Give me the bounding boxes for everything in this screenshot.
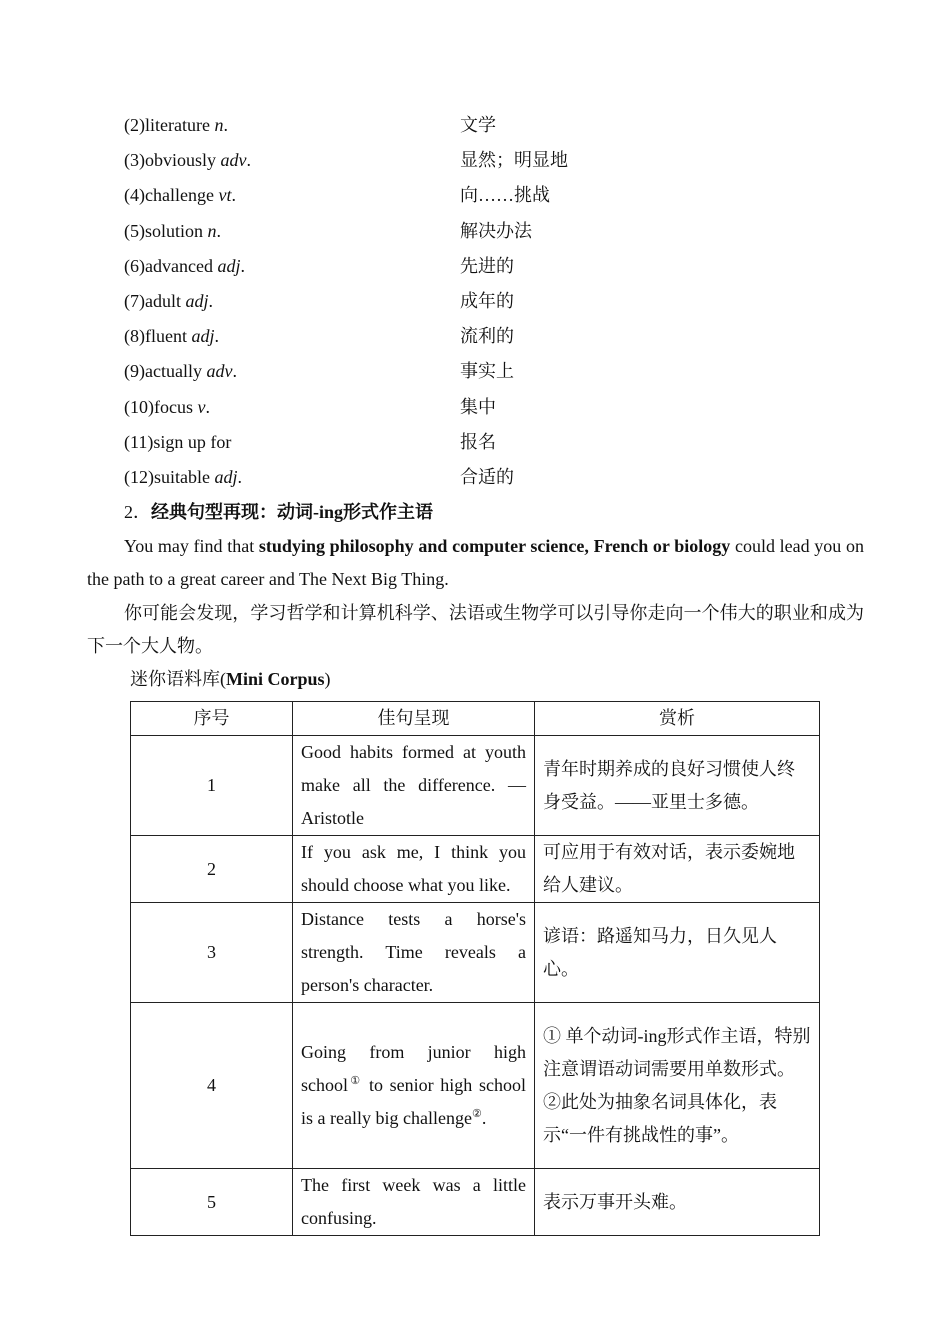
vocab-word: (4)challenge vt. bbox=[124, 185, 236, 206]
corpus-title: 迷你语料库(Mini Corpus) bbox=[130, 669, 331, 689]
row-analysis: ① 单个动词-ing形式作主语，特别注意谓语动词需要用单数形式。②此处为抽象名词具体化，表示“一件有挑战性的事”。 bbox=[535, 1003, 820, 1169]
table-row bbox=[131, 736, 820, 836]
vocab-row bbox=[124, 143, 824, 178]
example-sentence-zh: 你可能会发现，学习哲学和计算机科学、法语或生物学可以引导你走向一个伟大的职业和成为下一个大人物。 bbox=[87, 603, 864, 656]
vocab-word: (12)suitable adj. bbox=[124, 466, 242, 487]
vocab-row bbox=[124, 319, 824, 354]
table-row bbox=[131, 1003, 820, 1169]
vocab-word: (8)fluent adj. bbox=[124, 326, 219, 347]
vocab-word: (9)actually adv. bbox=[124, 361, 237, 382]
vocab-row bbox=[124, 214, 824, 249]
row-analysis: 谚语：路遥知马力，日久见人心。 bbox=[535, 903, 820, 1003]
mini-corpus-table bbox=[130, 701, 820, 1236]
vocab-meaning: 解决办法 bbox=[460, 220, 532, 241]
header-analysis: 赏析 bbox=[535, 702, 820, 736]
vocab-row bbox=[124, 178, 824, 213]
row-analysis: 青年时期养成的良好习惯使人终身受益。——亚里士多德。 bbox=[535, 736, 820, 836]
vocab-meaning: 合适的 bbox=[460, 466, 514, 487]
row-sentence: Good habits formed at youth make all the difference. —Aristotle bbox=[293, 736, 535, 836]
header-sentence: 佳句呈现 bbox=[293, 702, 535, 736]
table-row bbox=[131, 903, 820, 1003]
vocab-meaning: 向……挑战 bbox=[460, 185, 550, 206]
table-row bbox=[131, 836, 820, 903]
example-sentence-en: You may find that studying philosophy and computer science, French or biology could lead you on the path to a great career and The Next Big Thing. bbox=[87, 536, 864, 589]
section-number: 2． bbox=[124, 502, 151, 522]
vocab-meaning: 成年的 bbox=[460, 290, 514, 311]
vocab-row bbox=[124, 108, 824, 143]
row-number: 4 bbox=[131, 1003, 293, 1169]
vocab-word: (5)solution n. bbox=[124, 220, 221, 241]
row-sentence: The first week was a little confusing. bbox=[293, 1169, 535, 1236]
vocab-meaning: 文学 bbox=[460, 115, 496, 135]
row-analysis: 表示万事开头难。 bbox=[535, 1169, 820, 1236]
row-sentence: If you ask me, I think you should choose what you like. bbox=[293, 836, 535, 903]
vocab-meaning: 集中 bbox=[460, 396, 496, 417]
vocab-meaning: 事实上 bbox=[460, 361, 514, 382]
row-number: 1 bbox=[131, 736, 293, 836]
vocab-row bbox=[124, 390, 824, 425]
table-row bbox=[131, 1169, 820, 1236]
vocab-word: (2)literature n. bbox=[124, 115, 228, 135]
vocab-meaning: 报名 bbox=[460, 431, 496, 452]
vocab-meaning: 流利的 bbox=[460, 326, 514, 347]
vocab-word: (6)advanced adj. bbox=[124, 255, 245, 276]
footnote-mark: ① bbox=[348, 1075, 363, 1087]
vocab-row bbox=[124, 284, 824, 319]
row-sentence: Going from junior high school① to senior high school is a really big challenge②. bbox=[293, 1003, 535, 1169]
section-heading bbox=[124, 497, 433, 527]
vocab-meaning: 先进的 bbox=[460, 255, 514, 276]
row-analysis: 可应用于有效对话，表示委婉地给人建议。 bbox=[535, 836, 820, 903]
vocab-word: (7)adult adj. bbox=[124, 290, 213, 311]
vocab-row bbox=[124, 354, 824, 389]
vocab-word: (11)sign up for bbox=[124, 431, 232, 452]
footnote-mark: ② bbox=[471, 1108, 482, 1120]
row-number: 2 bbox=[131, 836, 293, 903]
vocab-row bbox=[124, 460, 824, 495]
vocab-row bbox=[124, 425, 824, 460]
row-number: 3 bbox=[131, 903, 293, 1003]
vocab-word: (3)obviously adv. bbox=[124, 150, 251, 171]
header-number: 序号 bbox=[131, 702, 293, 736]
table-header-row bbox=[131, 702, 820, 736]
vocab-row bbox=[124, 249, 824, 284]
vocabulary-list bbox=[124, 108, 824, 495]
vocab-meaning: 显然；明显地 bbox=[460, 150, 568, 171]
row-sentence: Distance tests a horse's strength. Time reveals a person's character. bbox=[293, 903, 535, 1003]
row-number: 5 bbox=[131, 1169, 293, 1236]
vocab-word: (10)focus v. bbox=[124, 396, 210, 417]
section-title: 经典句型再现：动词-ing形式作主语 bbox=[151, 502, 434, 522]
